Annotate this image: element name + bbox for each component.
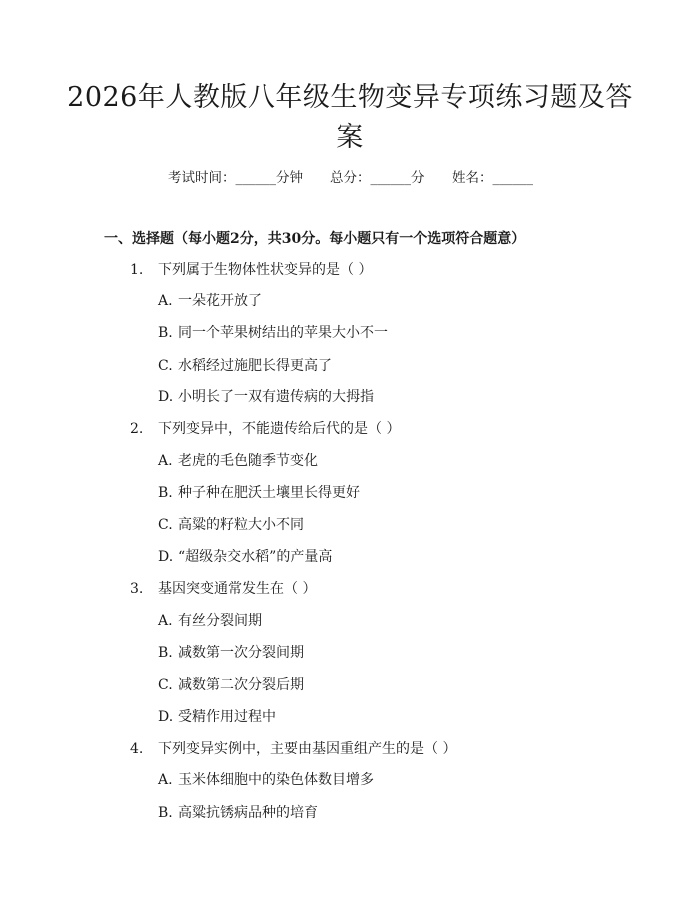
option-text: 有丝分裂间期 xyxy=(178,613,262,629)
option-text: 老虎的毛色随季节变化 xyxy=(178,453,318,469)
option-text: 高粱的籽粒大小不同 xyxy=(178,517,304,533)
question-text: 基因突变通常发生在（ ） xyxy=(158,581,317,597)
option-text: 水稻经过施肥长得更高了 xyxy=(178,358,332,374)
option-text: 高粱抗锈病品种的培育 xyxy=(178,805,318,821)
option-text: 同一个苹果树结出的苹果大小不一 xyxy=(178,325,388,341)
option-letter: A. xyxy=(158,772,173,788)
option-text: 小明长了一双有遗传病的大拇指 xyxy=(178,389,374,405)
option-letter: D. xyxy=(158,709,174,725)
option-letter: C. xyxy=(158,517,173,533)
question-number: 1. xyxy=(130,262,144,278)
option-letter: B. xyxy=(158,325,173,341)
question-text: 下列变异实例中，主要由基因重组产生的是（ ） xyxy=(158,741,457,757)
option-text: 减数第一次分裂间期 xyxy=(178,645,304,661)
exam-time-field: 考试时间：______分钟 xyxy=(168,170,303,186)
option-letter: A. xyxy=(158,453,173,469)
option-letter: D. xyxy=(158,389,174,405)
section-heading: 一、选择题（每小题2分，共30分。每小题只有一个选项符合题意） xyxy=(104,231,526,247)
total-score-field: 总分：______分 xyxy=(330,170,425,186)
student-name-field: 姓名：______ xyxy=(452,170,533,186)
option-letter: C. xyxy=(158,358,173,374)
option-text: 一朵花开放了 xyxy=(178,293,262,309)
question-text: 下列变异中，不能遗传给后代的是（ ） xyxy=(158,421,401,437)
option-letter: D. xyxy=(158,549,174,565)
document-title: 2026年人教版八年级生物变异专项练习题及答案 xyxy=(67,82,633,153)
option-letter: A. xyxy=(158,293,173,309)
question-number: 4. xyxy=(130,741,144,757)
question-number: 3. xyxy=(130,581,144,597)
option-text: 种子种在肥沃土壤里长得更好 xyxy=(178,485,360,501)
question-text: 下列属于生物体性状变异的是（ ） xyxy=(158,262,373,278)
option-letter: A. xyxy=(158,613,173,629)
question-number: 2. xyxy=(130,421,144,437)
option-letter: B. xyxy=(158,485,173,501)
option-text: “超级杂交水稻”的产量高 xyxy=(178,549,333,565)
option-letter: B. xyxy=(158,805,173,821)
option-text: 玉米体细胞中的染色体数目增多 xyxy=(178,772,374,788)
option-text: 受精作用过程中 xyxy=(178,709,276,725)
option-letter: C. xyxy=(158,677,173,693)
option-text: 减数第二次分裂后期 xyxy=(178,677,304,693)
option-letter: B. xyxy=(158,645,173,661)
